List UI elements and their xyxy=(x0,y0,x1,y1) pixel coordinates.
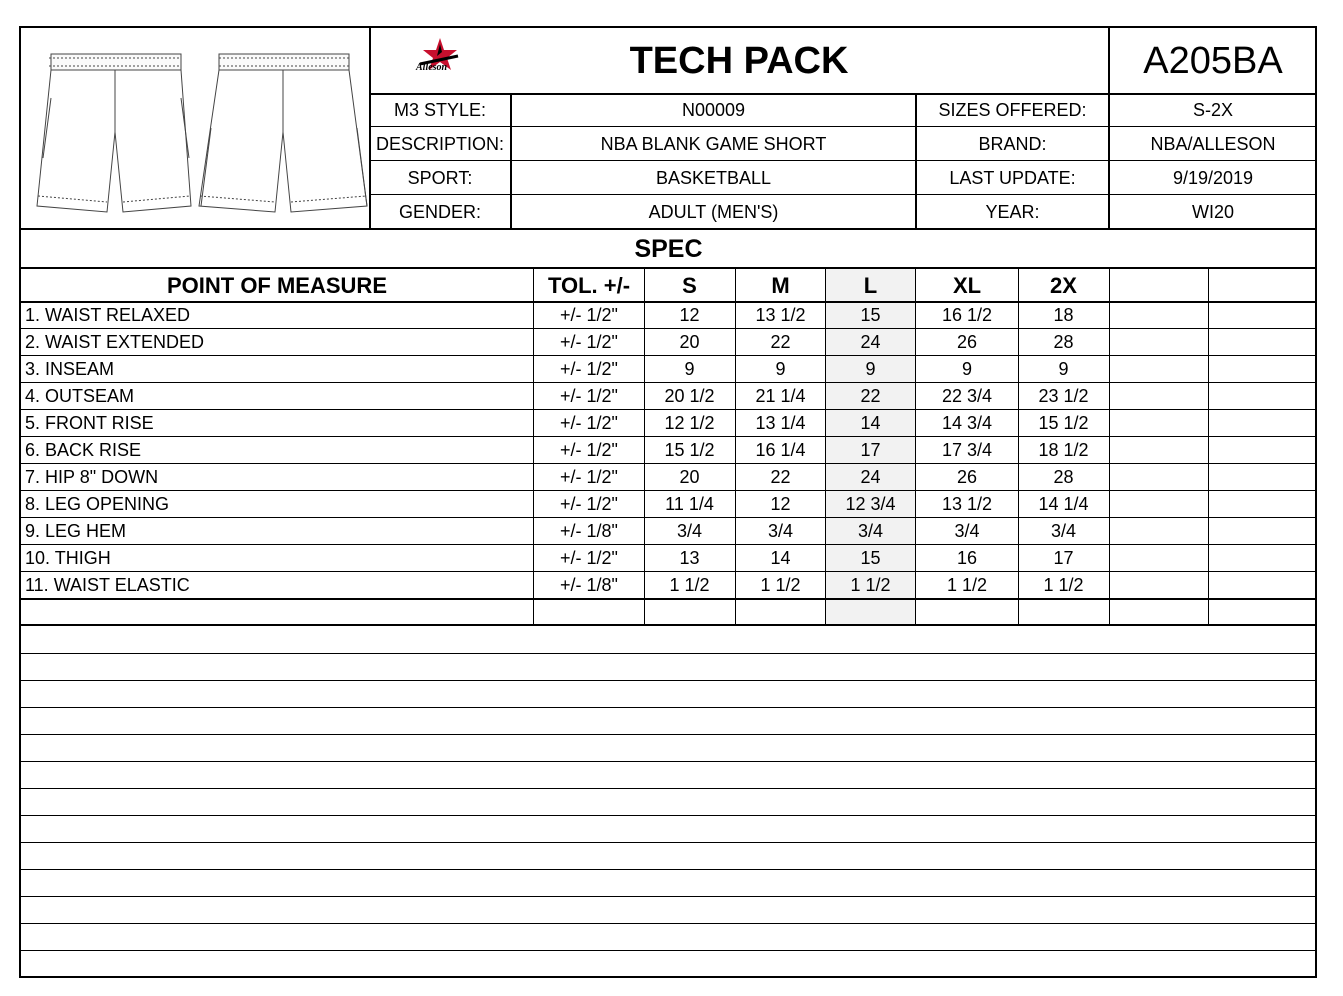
col-header-xl: XL xyxy=(952,272,982,298)
cell-size-xl: 1 1/2 xyxy=(946,575,988,595)
brand-value: NBA/ALLESON xyxy=(1150,133,1276,154)
cell-pom: 11. WAIST ELASTIC xyxy=(25,575,190,595)
cell-tolerance: +/- 1/2" xyxy=(560,440,618,460)
cell-size-l: 12 3/4 xyxy=(845,494,896,514)
cell-tolerance: +/- 1/2" xyxy=(560,386,618,406)
brand-label: BRAND: xyxy=(978,133,1047,154)
product-sketch xyxy=(21,28,369,228)
cell-pom: 10. THIGH xyxy=(25,548,111,568)
cell-size-m: 21 1/4 xyxy=(755,386,806,406)
cell-tolerance: +/- 1/2" xyxy=(560,359,618,379)
col-header-pom: POINT OF MEASURE xyxy=(166,272,387,298)
cell-size-2x: 28 xyxy=(1053,332,1074,352)
cell-size-2x: 28 xyxy=(1053,467,1074,487)
cell-pom: 9. LEG HEM xyxy=(25,521,127,541)
cell-size-s: 12 xyxy=(679,305,700,325)
spec-title: SPEC xyxy=(634,234,703,263)
year-label: YEAR: xyxy=(985,201,1040,222)
description-label: DESCRIPTION: xyxy=(375,133,504,154)
gender-label: GENDER: xyxy=(398,201,481,222)
style-code: A205BA xyxy=(1143,39,1283,82)
cell-size-2x: 1 1/2 xyxy=(1043,575,1084,595)
cell-size-l: 24 xyxy=(860,332,881,352)
cell-tolerance: +/- 1/2" xyxy=(560,494,618,514)
cell-size-s: 20 1/2 xyxy=(664,386,715,406)
cell-size-l: 17 xyxy=(860,440,881,460)
last-update-label: LAST UPDATE: xyxy=(949,167,1076,188)
last-update-value: 9/19/2019 xyxy=(1172,167,1254,188)
col-header-s: S xyxy=(682,272,697,298)
sizes-offered-value: S-2X xyxy=(1192,100,1234,120)
cell-size-s: 3/4 xyxy=(676,521,703,541)
cell-size-s: 13 xyxy=(679,548,700,568)
cell-pom: 4. OUTSEAM xyxy=(25,386,135,406)
cell-size-s: 12 1/2 xyxy=(664,413,715,433)
cell-size-l: 15 xyxy=(860,305,881,325)
cell-tolerance: +/- 1/2" xyxy=(560,548,618,568)
cell-pom: 2. WAIST EXTENDED xyxy=(25,332,205,352)
cell-size-s: 15 1/2 xyxy=(664,440,715,460)
cell-size-2x: 14 1/4 xyxy=(1038,494,1089,514)
cell-size-2x: 18 xyxy=(1053,305,1074,325)
gender-value: ADULT (MEN'S) xyxy=(648,201,779,222)
cell-pom: 1. WAIST RELAXED xyxy=(25,305,191,325)
cell-tolerance: +/- 1/8" xyxy=(560,521,618,541)
cell-size-2x: 9 xyxy=(1058,359,1069,379)
cell-size-xl: 9 xyxy=(961,359,972,379)
cell-size-s: 1 1/2 xyxy=(669,575,710,595)
col-header-2x: 2X xyxy=(1050,272,1077,298)
sport-label: SPORT: xyxy=(407,167,473,188)
m3-style-label: M3 STYLE: xyxy=(393,100,487,120)
cell-size-l: 24 xyxy=(860,467,881,487)
cell-tolerance: +/- 1/2" xyxy=(560,305,618,325)
col-header-tolerance: TOL. +/- xyxy=(547,272,631,298)
cell-size-m: 9 xyxy=(775,359,786,379)
cell-pom: 7. HIP 8" DOWN xyxy=(25,467,159,487)
cell-size-xl: 3/4 xyxy=(954,521,980,541)
cell-size-xl: 16 xyxy=(956,548,978,568)
cell-tolerance: +/- 1/2" xyxy=(560,413,618,433)
description-value: NBA BLANK GAME SHORT xyxy=(600,133,827,154)
cell-size-2x: 18 1/2 xyxy=(1038,440,1089,460)
cell-size-l: 14 xyxy=(860,413,881,433)
cell-pom: 6. BACK RISE xyxy=(25,440,142,460)
cell-size-xl: 14 3/4 xyxy=(941,413,993,433)
cell-size-m: 16 1/4 xyxy=(755,440,806,460)
shorts-sketch-icon xyxy=(21,28,369,228)
sizes-offered-label: SIZES OFFERED: xyxy=(938,100,1087,120)
cell-size-s: 11 1/4 xyxy=(665,494,714,514)
cell-size-m: 13 1/4 xyxy=(755,413,806,433)
cell-size-2x: 23 1/2 xyxy=(1038,386,1089,406)
cell-size-m: 22 xyxy=(770,467,791,487)
cell-size-xl: 16 1/2 xyxy=(941,305,993,325)
cell-size-s: 20 xyxy=(679,467,700,487)
cell-size-xl: 26 xyxy=(956,332,978,352)
cell-size-m: 14 xyxy=(770,548,791,568)
cell-size-2x: 3/4 xyxy=(1050,521,1077,541)
cell-tolerance: +/- 1/8" xyxy=(560,575,618,595)
cell-size-l: 1 1/2 xyxy=(850,575,891,595)
cell-size-l: 3/4 xyxy=(857,521,884,541)
cell-size-xl: 22 3/4 xyxy=(941,386,993,406)
col-header-l: L xyxy=(863,272,878,298)
cell-size-xl: 13 1/2 xyxy=(941,494,993,514)
cell-pom: 3. INSEAM xyxy=(25,359,115,379)
sport-value: BASKETBALL xyxy=(655,167,772,188)
cell-size-xl: 26 xyxy=(956,467,978,487)
cell-size-s: 20 xyxy=(679,332,700,352)
cell-size-m: 22 xyxy=(770,332,791,352)
cell-size-m: 12 xyxy=(770,494,791,514)
cell-pom: 5. FRONT RISE xyxy=(25,413,154,433)
cell-size-m: 1 1/2 xyxy=(760,575,801,595)
logo-text: Alleson xyxy=(416,62,448,73)
cell-size-s: 9 xyxy=(684,359,695,379)
cell-tolerance: +/- 1/2" xyxy=(560,332,618,352)
page-title: TECH PACK xyxy=(629,39,849,82)
cell-size-l: 9 xyxy=(865,359,876,379)
col-header-m: M xyxy=(771,272,790,298)
cell-tolerance: +/- 1/2" xyxy=(560,467,618,487)
cell-size-m: 13 1/2 xyxy=(755,305,806,325)
cell-size-2x: 17 xyxy=(1053,548,1074,568)
cell-size-2x: 15 1/2 xyxy=(1038,413,1089,433)
m3-style-value: N00009 xyxy=(681,100,746,120)
year-value: WI20 xyxy=(1191,201,1234,222)
cell-pom: 8. LEG OPENING xyxy=(25,494,170,514)
cell-size-m: 3/4 xyxy=(767,521,794,541)
cell-size-l: 22 xyxy=(860,386,881,406)
cell-size-l: 15 xyxy=(860,548,881,568)
cell-size-xl: 17 3/4 xyxy=(941,440,993,460)
